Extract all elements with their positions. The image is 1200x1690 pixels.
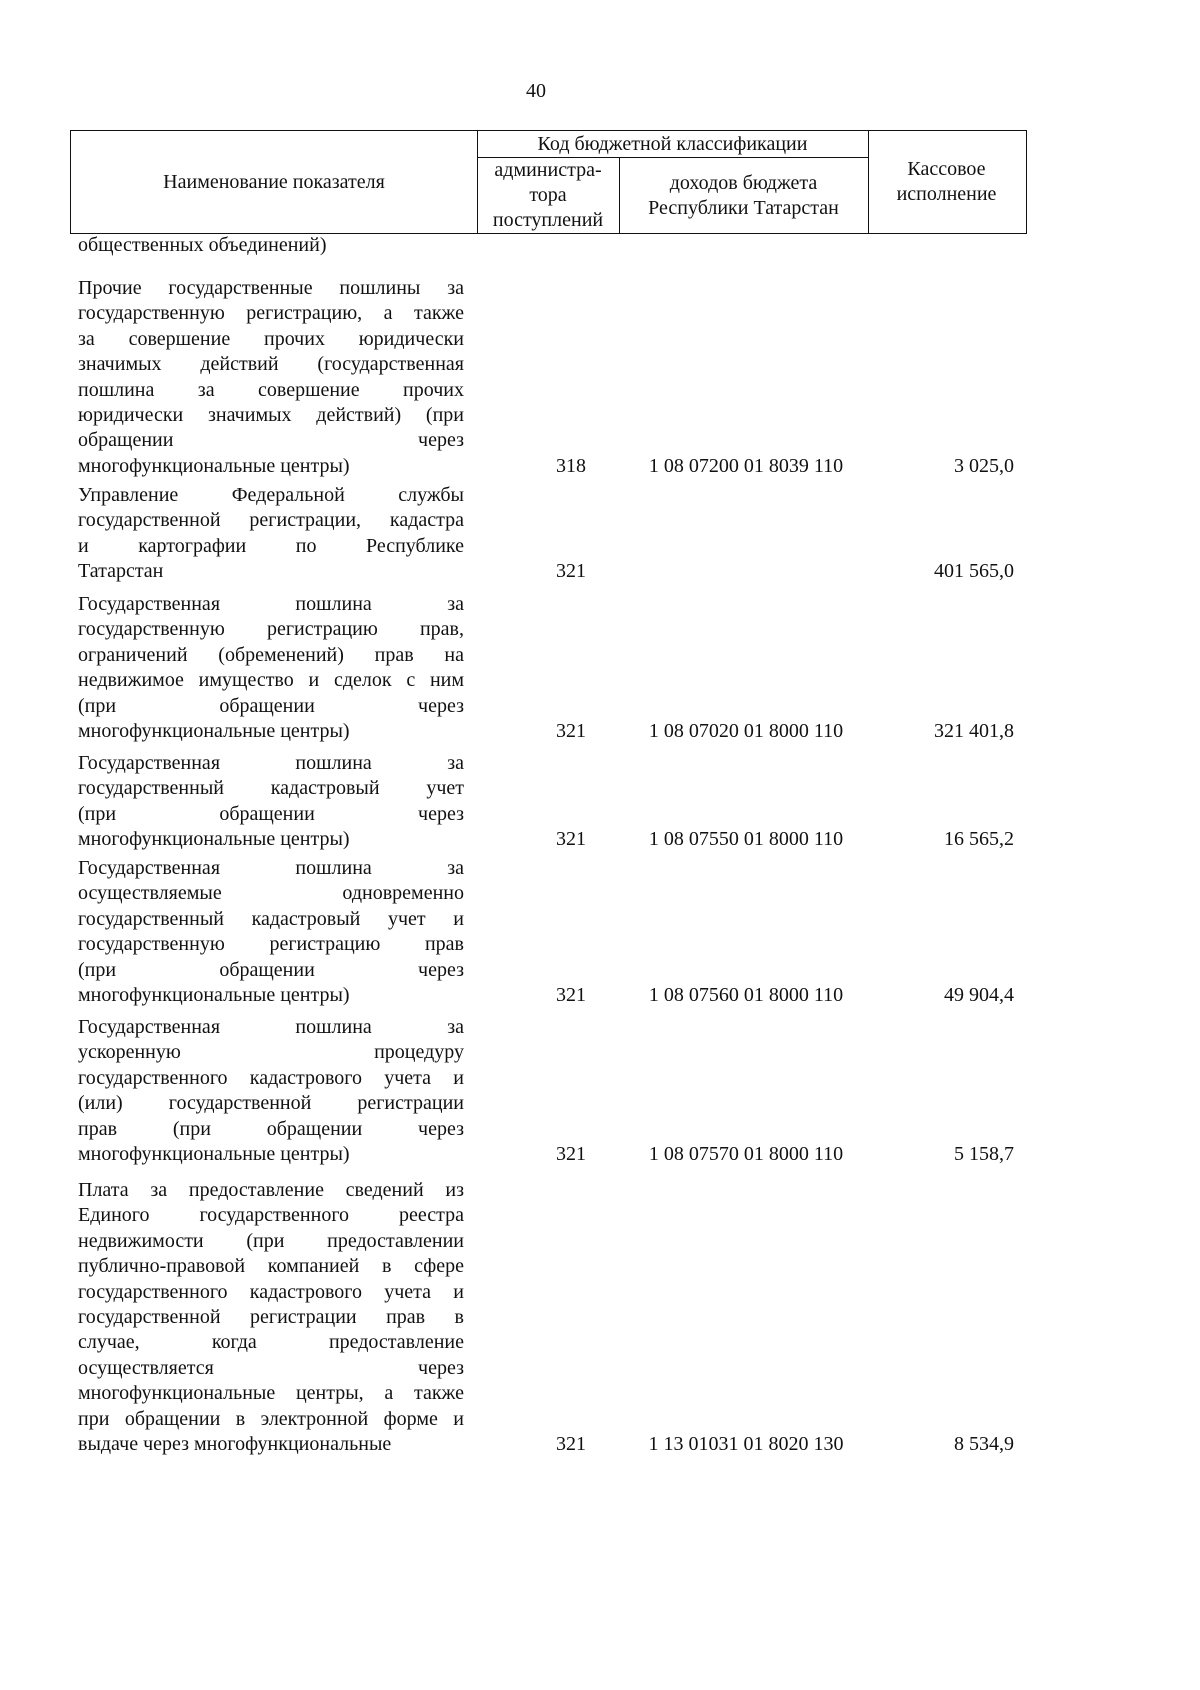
cash-amount: 49 904,4 [944,984,1014,1006]
indicator-name-line: государственную регистрацию прав, [78,618,464,641]
indicator-name-line: недвижимое имущество и сделок с ним [78,669,464,692]
admin-code: 321 [556,1433,586,1455]
header-cash-line: исполнение [896,183,997,205]
indicator-name-line: многофункциональные центры) [78,454,350,477]
header-name-column [71,131,477,233]
table-row [78,1015,1028,1167]
header-cash-column [868,131,1025,233]
indicator-name-line: пошлина за совершение прочих [78,378,464,401]
indicator-name [78,1178,464,1457]
indicator-name-line: ускоренную процедуру [78,1041,464,1064]
header-code-group [477,131,868,158]
indicator-name-line: Татарстан [78,560,164,583]
table-row [78,751,1028,853]
indicator-name-line: государственного кадастрового учета и [78,1280,464,1303]
indicator-name [78,483,464,585]
indicator-name-line: за совершение прочих юридически [78,327,464,350]
header-admin-line: администра- [494,159,602,181]
header-cash-line: Кассовое [907,158,986,180]
table-row [78,592,1028,744]
indicator-name-line: прав (при обращении через [78,1117,464,1140]
admin-code: 321 [556,560,586,583]
income-code: 1 08 07560 01 8000 110 [648,984,844,1006]
indicator-name-line: Единого государственного реестра [78,1204,464,1227]
indicator-name-line: (при обращении через [78,694,464,717]
income-code: 1 08 07550 01 8000 110 [648,828,844,851]
cash-amount: 3 025,0 [954,454,1014,477]
indicator-name-line: (при обращении через [78,958,464,981]
header-admin-column [477,158,619,233]
indicator-name-line: Государственная пошлина за [78,593,464,615]
indicator-name-line: Управление Федеральной службы [78,484,464,506]
indicator-name-line: ограничений (обременений) прав на [78,643,464,666]
indicator-name-line: (или) государственной регистрации [78,1092,464,1115]
indicator-name-line: недвижимости (при предоставлении [78,1229,464,1252]
indicator-name-line: выдаче через многофункциональные [78,1433,392,1456]
header-income-line: доходов бюджета [669,171,818,194]
indicator-name-line: государственной регистрации прав в [78,1306,464,1329]
table-row [78,276,1028,479]
indicator-name [78,592,464,744]
admin-code: 321 [556,1143,586,1165]
table-row [78,856,1028,1008]
page-number: 40 [526,80,546,102]
indicator-name-line: Государственная пошлина за [78,857,464,879]
table-row [78,1178,1028,1457]
indicator-name-line: юридически значимых действий) (при [78,404,464,427]
indicator-name-line: Государственная пошлина за [78,752,464,774]
cash-amount: 8 534,9 [954,1433,1014,1455]
header-admin-line: тора [529,184,567,206]
indicator-name [78,751,464,853]
indicator-name [78,276,464,479]
table-row [78,483,1028,585]
indicator-name-line: Прочие государственные пошлины за [78,277,464,299]
indicator-name-line: и картографии по Республике [78,534,464,557]
indicator-name-line: (при обращении через [78,802,464,825]
header-code-group-label: Код бюджетной классификации [537,133,808,155]
indicator-name-line: государственную регистрацию прав [78,933,464,956]
admin-code: 318 [556,454,586,477]
indicator-name-line: осуществляется через [78,1356,464,1379]
indicator-name-line: государственной регистрации, кадастра [78,509,464,532]
indicator-name-line: значимых действий (государственная [78,353,464,376]
admin-code: 321 [556,828,586,851]
indicator-name-line: обращении через [78,429,464,452]
indicator-name-line: Плата за предоставление сведений из [78,1179,464,1201]
indicator-name-line: государственный кадастровый учет и [78,907,464,930]
indicator-name-line: государственную регистрацию, а также [78,302,464,325]
cash-amount: 321 401,8 [934,720,1014,742]
indicator-name-line: осуществляемые одновременно [78,882,464,905]
admin-code: 321 [556,984,586,1006]
indicator-name-line: многофункциональные центры, а также [78,1382,464,1405]
income-code: 1 08 07200 01 8039 110 [648,454,844,477]
income-code: 1 08 07020 01 8000 110 [648,720,844,742]
indicator-name [78,856,464,1008]
header-admin-line: поступлений [492,209,604,231]
indicator-name-line: случае, когда предоставление [78,1331,464,1354]
cash-amount: 16 565,2 [944,828,1014,851]
table-header [70,130,1027,234]
indicator-name [78,233,464,258]
cash-amount: 5 158,7 [954,1143,1014,1165]
indicator-name-line: публично-правовой компанией в сфере [78,1255,464,1278]
income-code: 1 08 07570 01 8000 110 [648,1143,844,1165]
header-income-column [619,158,868,233]
indicator-name-line: при обращении в электронной форме и [78,1407,464,1430]
indicator-name-line: многофункциональные центры) [78,984,350,1007]
indicator-name-line: Государственная пошлина за [78,1016,464,1038]
indicator-name-line: многофункциональные центры) [78,828,350,851]
header-income-line: Республики Татарстан [648,196,839,219]
income-code: 1 13 01031 01 8020 130 [648,1433,844,1455]
indicator-name-line: многофункциональные центры) [78,1143,350,1166]
table-row [78,233,1028,258]
indicator-name [78,1015,464,1167]
header-name-label: Наименование показателя [163,170,385,193]
indicator-name-line: многофункциональные центры) [78,720,350,743]
indicator-name-line: общественных объединений) [78,234,327,256]
indicator-name-line: государственный кадастровый учет [78,777,464,800]
cash-amount: 401 565,0 [934,560,1014,583]
admin-code: 321 [556,720,586,742]
indicator-name-line: государственного кадастрового учета и [78,1066,464,1089]
